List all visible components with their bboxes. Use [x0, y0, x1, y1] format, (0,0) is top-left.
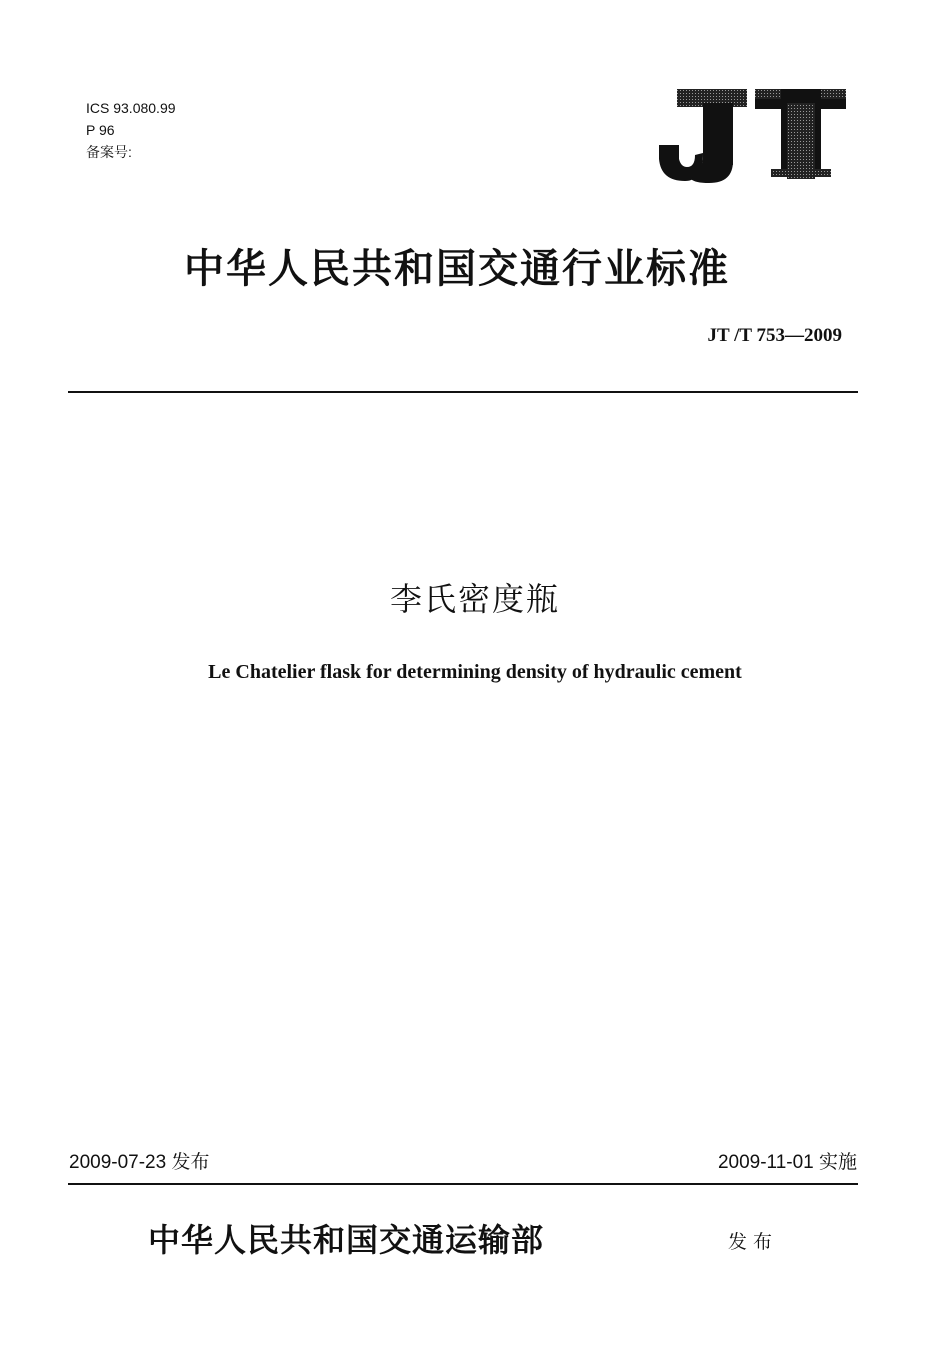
top-divider	[68, 391, 858, 393]
standard-number: JT /T 753—2009	[707, 325, 842, 346]
jt-logo	[655, 83, 850, 187]
publisher-name: 中华人民共和国交通运输部	[148, 1221, 545, 1259]
effective-date: 2009-11-01 实施	[717, 1152, 857, 1173]
ccs-code: P 96	[86, 122, 115, 138]
document-title-english: Le Chatelier flask for determining density of hydraulic cement	[208, 661, 742, 683]
filing-number-label: 备案号:	[86, 144, 132, 160]
publish-label: 发布	[728, 1231, 779, 1253]
ics-code: ICS 93.080.99	[86, 100, 176, 116]
issue-date: 2009-07-23 发布	[69, 1152, 210, 1173]
bottom-divider	[68, 1183, 858, 1185]
classification-block	[86, 98, 176, 164]
document-title-chinese: 李氏密度瓶	[389, 580, 560, 618]
standard-title: 中华人民共和国交通行业标准	[184, 245, 730, 292]
